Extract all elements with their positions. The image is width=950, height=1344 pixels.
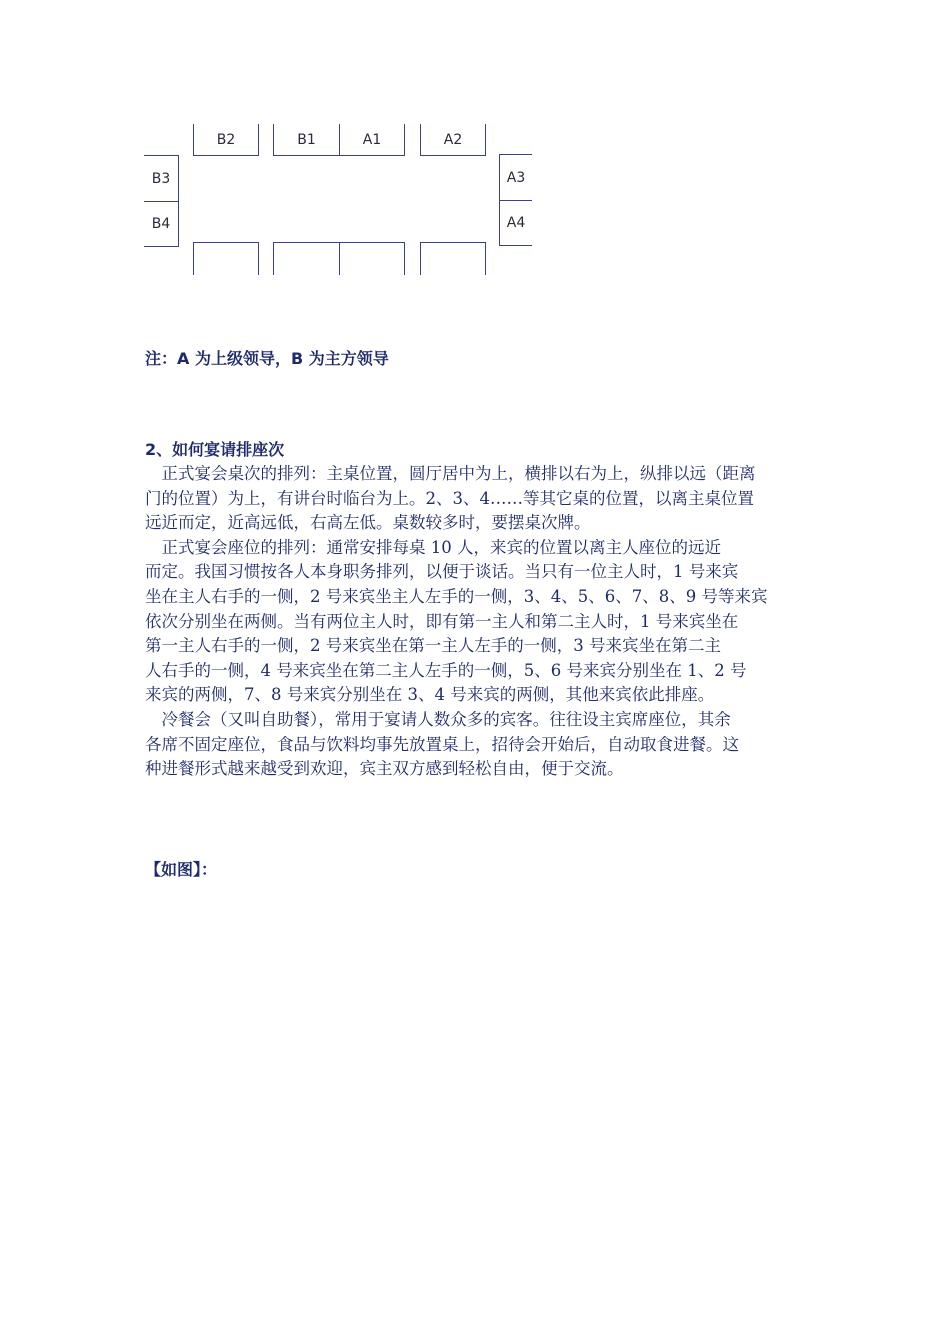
seat-b2: B2 <box>193 124 259 156</box>
body-line: 种进餐形式越来越受到欢迎，宾主双方感到轻松自由，便于交流。 <box>145 759 624 779</box>
seat-bottom-4 <box>420 242 486 275</box>
seat-b4: B4 <box>144 201 179 247</box>
seat-a2: A2 <box>420 124 486 156</box>
body-line: 而定。我国习惯按各人本身职务排列，以便于谈话。当只有一位主人时，1 号来宾 <box>145 562 739 582</box>
seat-bottom-3 <box>339 242 405 275</box>
seat-bottom-2 <box>273 242 340 275</box>
body-line: 人右手的一侧，4 号来宾坐在第二主人左手的一侧，5、6 号来宾分别坐在 1、2 号 <box>145 660 747 680</box>
body-line: 正式宴会桌次的排列：主桌位置，圆厅居中为上，横排以右为上，纵排以远（距离 <box>145 464 756 483</box>
seating-diagram <box>0 0 950 300</box>
body-line: 远近而定，近高远低，右高左低。桌数较多时，要摆桌次牌。 <box>145 513 591 533</box>
seat-bottom-1 <box>193 242 259 275</box>
section-heading: 2、如何宴请排座次 <box>145 440 285 459</box>
body-line: 门的位置）为上，有讲台时临台为上。2、3、4……等其它桌的位置，以离主桌位置 <box>145 488 754 508</box>
body-line: 正式宴会座位的排列：通常安排每桌 10 人，来宾的位置以离主人座位的远近 <box>145 537 721 557</box>
seat-b1: B1 <box>273 124 340 156</box>
body-line: 各席不固定座位，食品与饮料均事先放置桌上，招待会开始后，自动取食进餐。这 <box>145 734 739 754</box>
body-line: 坐在主人右手的一侧，2 号来宾坐主人左手的一侧，3、4、5、6、7、8、9 号等来宾 <box>145 586 768 606</box>
seat-a4: A4 <box>499 200 532 246</box>
seat-a1: A1 <box>339 124 405 156</box>
seat-b3: B3 <box>144 155 179 202</box>
figure-label: 【如图】： <box>145 860 218 879</box>
seat-a3: A3 <box>499 154 532 201</box>
body-line: 依次分别坐在两侧。当有两位主人时，即有第一主人和第二主人时，1 号来宾坐在 <box>145 611 739 631</box>
section-body <box>145 462 810 782</box>
diagram-note: 注：A 为上级领导，B 为主方领导 <box>145 349 389 368</box>
body-line: 冷餐会（又叫自助餐），常用于宴请人数众多的宾客。往往设主宾席座位，其余 <box>145 709 731 729</box>
body-line: 来宾的两侧，7、8 号来宾分别坐在 3、4 号来宾的两侧，其他来宾依此排座。 <box>145 685 715 705</box>
body-line: 第一主人右手的一侧，2 号来宾坐在第一主人左手的一侧，3 号来宾坐在第二主 <box>145 636 721 656</box>
